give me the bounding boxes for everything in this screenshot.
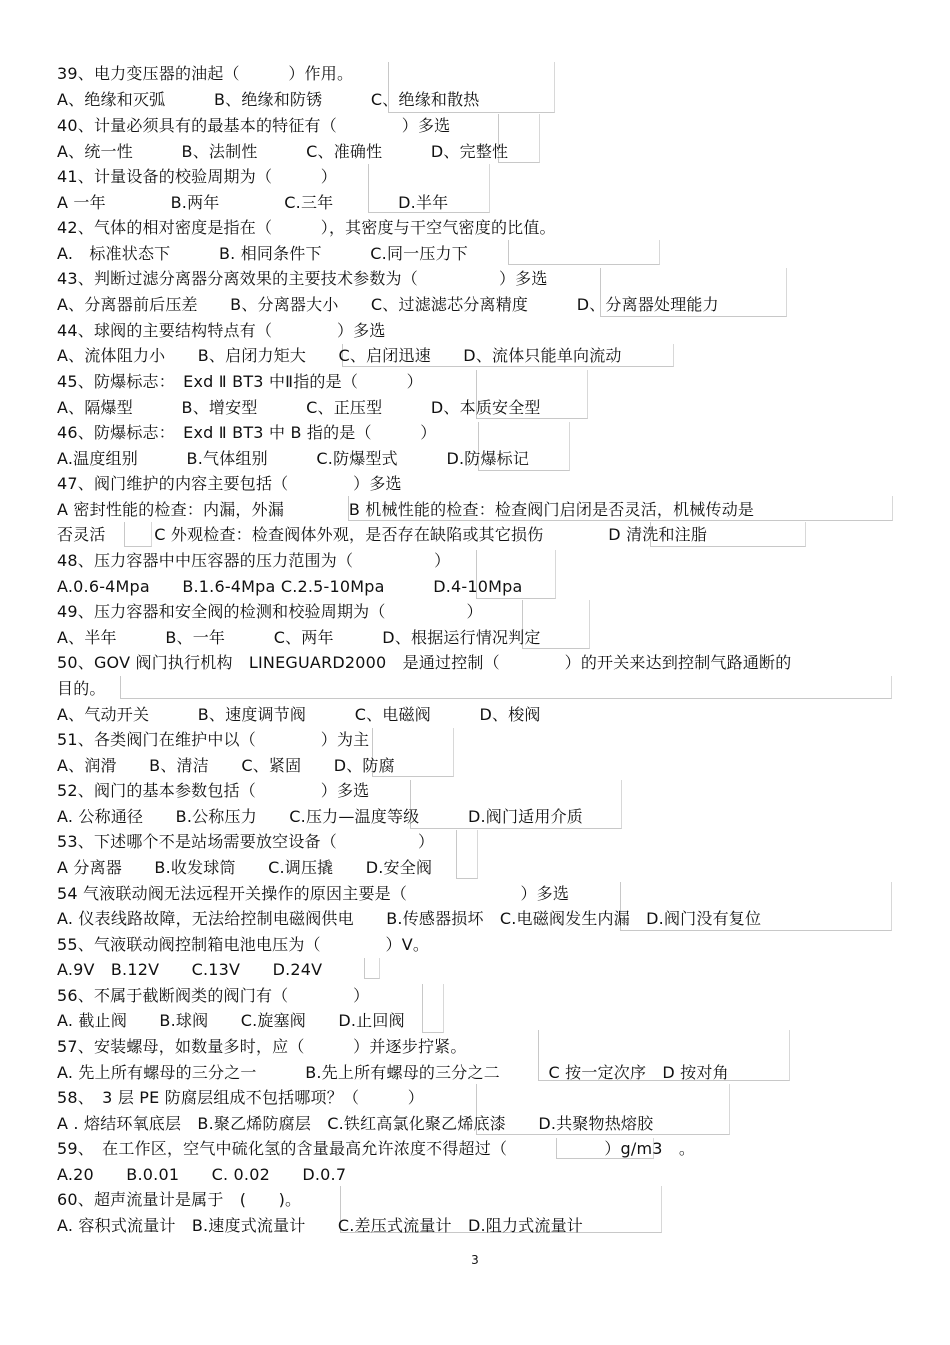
frame-artifact xyxy=(508,240,660,265)
text-line: 54 气液联动阀无法远程开关操作的原因主要是（ ）多选 xyxy=(57,884,570,903)
text-line: A. 截止阀 B.球阀 C.旋塞阀 D.止回阀 xyxy=(57,1011,405,1030)
text-line: 51、各类阀门在维护中以（ ）为主 xyxy=(57,730,370,749)
text-line: A 一年 B.两年 C.三年 D.半年 xyxy=(57,193,449,212)
text-line: A、润滑 B、清洁 C、紧固 D、防腐 xyxy=(57,756,395,775)
frame-artifact xyxy=(422,984,444,1033)
text-line: 目的。 xyxy=(57,679,106,698)
text-line: A 密封性能的检查：内漏，外漏 B 机械性能的检查：检查阀门启闭是否灵活，机械传动是 xyxy=(57,500,755,519)
text-line: A. 先上所有螺母的三分之一 B.先上所有螺母的三分之二 C 按一定次序 D 按对角 xyxy=(57,1063,729,1082)
frame-artifact xyxy=(364,958,380,979)
text-line: A 分离器 B.收发球筒 C.调压撬 D.安全阀 xyxy=(57,858,433,877)
page-number: 3 xyxy=(471,1253,479,1267)
text-line: 46、防爆标志： Exd Ⅱ BT3 中 B 指的是（ ） xyxy=(57,423,437,442)
text-line: A、半年 B、一年 C、两年 D、根据运行情况判定 xyxy=(57,628,541,647)
text-line: 59、 在工作区，空气中硫化氢的含量最高允许浓度不得超过（ ）g/m3 。 xyxy=(57,1139,696,1158)
text-line: 否灵活 C 外观检查：检查阀体外观，是否存在缺陷或其它损伤 D 清洗和注脂 xyxy=(57,525,708,544)
text-line: A、统一性 B、法制性 C、准确性 D、完整性 xyxy=(57,142,509,161)
text-line: 45、防爆标志： Exd Ⅱ BT3 中Ⅱ指的是（ ） xyxy=(57,372,423,391)
text-line: 48、压力容器中中压容器的压力范围为（ ） xyxy=(57,551,451,570)
text-line: 50、GOV 阀门执行机构 LINEGUARD2000 是通过控制（ ）的开关来达到控制气路通断的 xyxy=(57,653,792,672)
text-line: A . 熔结环氧底层 B.聚乙烯防腐层 C.铁红高氯化聚乙烯底漆 D.共聚物热熔胶 xyxy=(57,1114,654,1133)
text-line: A、气动开关 B、速度调节阀 C、电磁阀 D、梭阀 xyxy=(57,705,541,724)
frame-artifact xyxy=(120,676,892,699)
text-line: 42、气体的相对密度是指在（ ），其密度与干空气密度的比值。 xyxy=(57,218,556,237)
text-line: 49、压力容器和安全阀的检测和校验周期为（ ） xyxy=(57,602,483,621)
text-line: A. 标准状态下 B. 相同条件下 C.同一压力下 xyxy=(57,244,468,263)
text-line: A. 容积式流量计 B.速度式流量计 C.差压式流量计 D.阻力式流量计 xyxy=(57,1216,583,1235)
text-line: 44、球阀的主要结构特点有（ ）多选 xyxy=(57,321,386,340)
text-line: 56、不属于截断阀类的阀门有（ ） xyxy=(57,986,370,1005)
text-line: 58、 3 层 PE 防腐层组成不包括哪项？（ ） xyxy=(57,1088,424,1107)
text-line: A.0.6-4Mpa B.1.6-4Mpa C.2.5-10Mpa D.4-10Mpa xyxy=(57,577,523,596)
text-line: 41、计量设备的校验周期为（ ） xyxy=(57,167,337,186)
text-line: A、绝缘和灭弧 B、绝缘和防锈 C、绝缘和散热 xyxy=(57,90,480,109)
text-line: A.温度组别 B.气体组别 C.防爆型式 D.防爆标记 xyxy=(57,449,530,468)
text-line: A、流体阻力小 B、启闭力矩大 C、启闭迅速 D、流体只能单向流动 xyxy=(57,346,622,365)
text-line: A.9V B.12V C.13V D.24V xyxy=(57,960,323,979)
text-line: 53、下述哪个不是站场需要放空设备（ ） xyxy=(57,832,435,851)
frame-artifact xyxy=(456,830,478,879)
text-line: A、分离器前后压差 B、分离器大小 C、过滤滤芯分离精度 D、分离器处理能力 xyxy=(57,295,719,314)
text-line: A.20 B.0.01 C. 0.02 D.0.7 xyxy=(57,1165,347,1184)
text-line: A、隔爆型 B、增安型 C、正压型 D、本质安全型 xyxy=(57,398,541,417)
text-line: 55、气液联动阀控制箱电池电压为（ ）V。 xyxy=(57,935,430,954)
text-line: 52、阀门的基本参数包括（ ）多选 xyxy=(57,781,370,800)
text-line: 39、电力变压器的油起（ ）作用。 xyxy=(57,64,354,83)
text-line: A. 仪表线路故障，无法给控制电磁阀供电 B.传感器损坏 C.电磁阀发生内漏 D.阀门没有复位 xyxy=(57,909,762,928)
text-line: 47、阀门维护的内容主要包括（ ）多选 xyxy=(57,474,402,493)
text-line: 43、判断过滤分离器分离效果的主要技术参数为（ ）多选 xyxy=(57,269,548,288)
text-line: A. 公称通径 B.公称压力 C.压力—温度等级 D.阀门适用介质 xyxy=(57,807,583,826)
text-line: 57、安装螺母，如数量多时，应（ ）并逐步拧紧。 xyxy=(57,1037,467,1056)
text-line: 40、计量必须具有的最基本的特征有（ ）多选 xyxy=(57,116,451,135)
text-line: 60、超声流量计是属于 ( )。 xyxy=(57,1190,302,1209)
